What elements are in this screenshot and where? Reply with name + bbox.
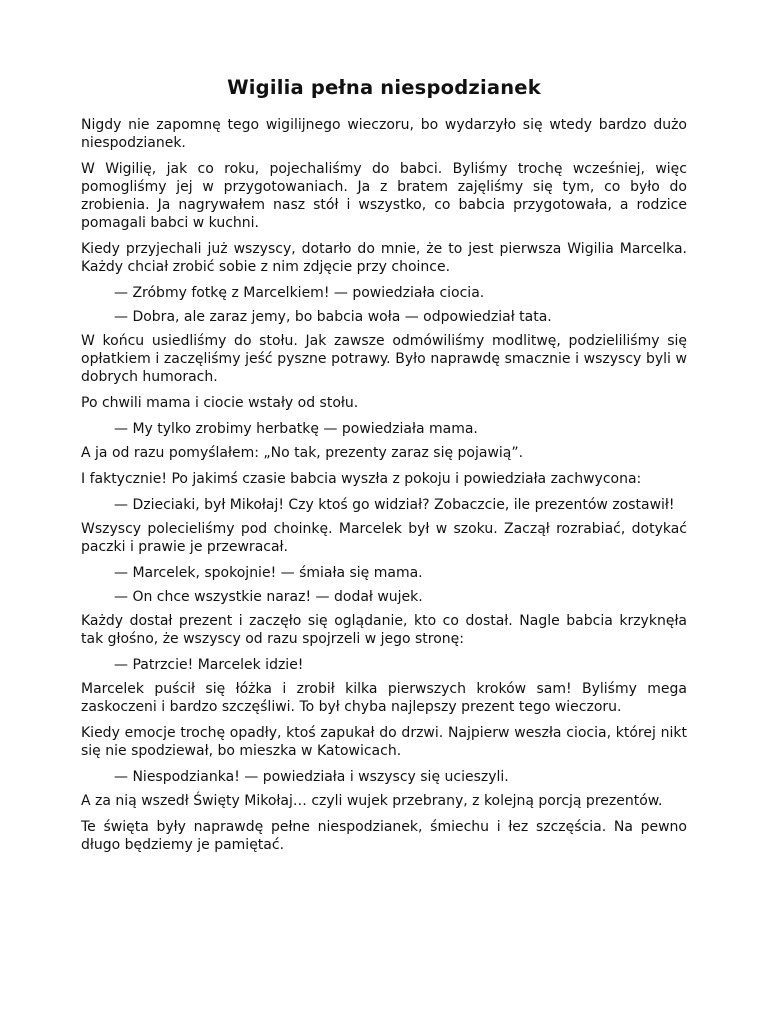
dialogue-line: — Marcelek, spokojnie! — śmiała się mama.	[114, 565, 423, 581]
dialogue-line: — My tylko zrobimy herbatkę — powiedziała mama.	[114, 421, 478, 437]
dialogue-line: — On chce wszystkie naraz! — dodał wujek.	[114, 589, 423, 605]
paragraph: A ja od razu pomyślałem: „No tak, prezenty zaraz się pojawią”.	[81, 445, 524, 461]
paragraph: W Wigilię, jak co roku, pojechaliśmy do babci. Byliśmy trochę wcześniej, więc pomogliśmy jej w przygotowaniach. Ja z bratem zajęliśmy się tym, co było do zrobienia. Ja nagrywałem nasz stół i wszystko, co babcia przygotowała, a rodzice pomagali babci w kuchni.	[81, 161, 687, 231]
paragraph: W końcu usiedliśmy do stołu. Jak zawsze odmówiliśmy modlitwę, podzieliliśmy się opłatkiem i zaczęliśmy jeść pyszne potrawy. Było naprawdę smacznie i wszyscy byli w dobrych humorach.	[81, 333, 687, 385]
dialogue-line: — Dzieciaki, był Mikołaj! Czy ktoś go widział? Zobaczcie, ile prezentów zostawił!	[114, 497, 675, 513]
paragraph: Wszyscy polecieliśmy pod choinkę. Marcelek był w szoku. Zaczął rozrabiać, dotykać paczki i prawie je przewracał.	[81, 521, 687, 555]
paragraph: Po chwili mama i ciocie wstały od stołu.	[81, 395, 359, 411]
document-title: Wigilia pełna niespodzianek	[227, 76, 541, 99]
paragraph: Kiedy przyjechali już wszyscy, dotarło do mnie, że to jest pierwsza Wigilia Marcelka. Każdy chciał zrobić sobie z nim zdjęcie przy choince.	[81, 241, 687, 275]
dialogue-line: — Niespodzianka! — powiedziała i wszyscy się ucieszyli.	[114, 769, 509, 785]
paragraph: Nigdy nie zapomnę tego wigilijnego wieczoru, bo wydarzyło się wtedy bardzo dużo niespodzianek.	[81, 117, 687, 151]
document-page	[81, 74, 687, 862]
paragraph: Marcelek puścił się łóżka i zrobił kilka pierwszych kroków sam! Byliśmy mega zaskoczeni i bardzo szczęśliwi. To był chyba najlepszy prezent tego wieczoru.	[81, 681, 687, 715]
paragraph: Każdy dostał prezent i zaczęło się oglądanie, kto co dostał. Nagle babcia krzyknęła tak głośno, że wszyscy od razu spojrzeli w jego stronę:	[81, 613, 687, 647]
paragraph: I faktycznie! Po jakimś czasie babcia wyszła z pokoju i powiedziała zachwycona:	[81, 471, 642, 487]
paragraph: Kiedy emocje trochę opadły, ktoś zapukał do drzwi. Najpierw weszła ciocia, której nikt się nie spodziewał, bo mieszka w Katowicach.	[81, 725, 687, 759]
dialogue-line: — Dobra, ale zaraz jemy, bo babcia woła — odpowiedział tata.	[114, 309, 552, 325]
paragraph: Te święta były naprawdę pełne niespodzianek, śmiechu i łez szczęścia. Na pewno długo będziemy je pamiętać.	[81, 819, 687, 853]
dialogue-line: — Zróbmy fotkę z Marcelkiem! — powiedziała ciocia.	[114, 285, 485, 301]
paragraph: A za nią wszedł Święty Mikołaj… czyli wujek przebrany, z kolejną porcją prezentów.	[81, 793, 663, 809]
dialogue-line: — Patrzcie! Marcelek idzie!	[114, 657, 304, 673]
